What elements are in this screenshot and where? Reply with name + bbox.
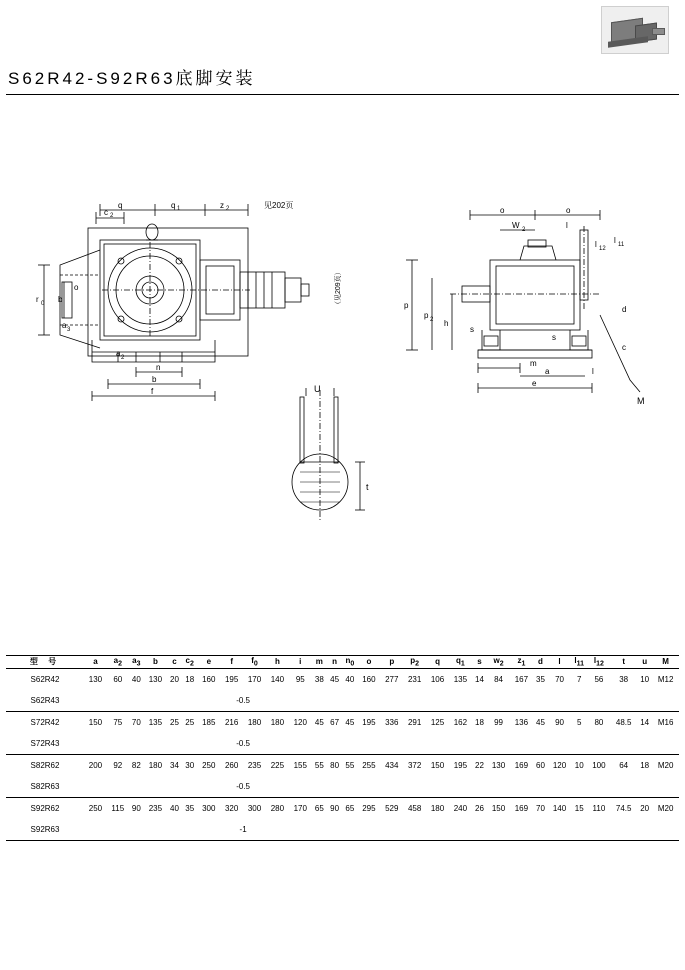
row-model: S82R62 [30, 761, 60, 771]
cell: 18 [640, 761, 650, 771]
svg-text:l: l [595, 240, 597, 249]
cell: 216 [224, 718, 239, 728]
cell: 35 [536, 675, 545, 685]
cell: 169 [514, 804, 529, 814]
cell: 250 [88, 804, 103, 814]
cell: 110 [592, 804, 606, 814]
cell: 70 [131, 718, 141, 728]
header-col-c2: c2 [185, 656, 194, 668]
table-row [6, 797, 679, 820]
row-note: -0.5 [236, 782, 250, 792]
cell: 67 [330, 718, 340, 728]
header-col-f0: f0 [251, 656, 258, 668]
cell: 160 [362, 675, 376, 685]
header-col-h: h [274, 657, 280, 667]
svg-text:W: W [512, 221, 520, 230]
svg-text:m: m [530, 359, 537, 368]
svg-text:a: a [62, 321, 67, 330]
cell: 99 [494, 718, 503, 728]
cell: 130 [88, 675, 103, 685]
cell: M20 [657, 761, 674, 771]
cell: 70 [555, 675, 564, 685]
cell: 195 [362, 718, 376, 728]
table-row [6, 734, 679, 755]
dimension-table-grid [6, 655, 679, 841]
cell [266, 777, 679, 798]
cell: 90 [555, 718, 564, 728]
cell: 14 [475, 675, 484, 685]
cell: 74.5 [615, 804, 632, 814]
cell: 48.5 [615, 718, 632, 728]
svg-text:f: f [151, 387, 154, 396]
cell: 170 [247, 675, 262, 685]
cell: 22 [475, 761, 484, 771]
cell: 55 [345, 761, 355, 771]
cell: 180 [270, 718, 285, 728]
cell: 55 [314, 761, 324, 771]
row-note: -0.5 [236, 739, 250, 749]
cell: 180 [430, 804, 445, 814]
cell: 225 [270, 761, 285, 771]
svg-text:q: q [118, 201, 123, 210]
cell: 60 [113, 675, 123, 685]
cell: 180 [247, 718, 262, 728]
page-title: S62R42-S92R63底脚安装 [8, 69, 256, 88]
cell: 38 [619, 675, 629, 685]
header-col-t: t [622, 657, 626, 667]
cell: 291 [407, 718, 422, 728]
cell: 65 [314, 804, 324, 814]
svg-text:c: c [622, 343, 626, 352]
cell: 260 [224, 761, 239, 771]
cell: 277 [385, 675, 399, 685]
header-col-a2: a2 [113, 656, 122, 668]
cell: 40 [345, 675, 355, 685]
header-col-p: p [389, 657, 395, 667]
cell: 7 [577, 675, 582, 685]
header-model: 型 号 [29, 657, 61, 667]
header-col-o: o [366, 657, 372, 667]
header-col-q: q [435, 657, 440, 667]
svg-text:1: 1 [177, 206, 181, 212]
cell: 34 [170, 761, 179, 771]
cell [266, 691, 679, 712]
row-model: S82R63 [30, 782, 60, 792]
cell: 64 [619, 761, 629, 771]
cell [84, 777, 220, 798]
cell: 10 [640, 675, 650, 685]
thumbnail-shaft [652, 28, 665, 35]
cell: 150 [491, 804, 506, 814]
cell: 30 [185, 761, 195, 771]
cell: 255 [362, 761, 376, 771]
cell: M16 [657, 718, 674, 728]
cell: 136 [514, 718, 529, 728]
technical-drawing [0, 100, 685, 620]
cell [84, 734, 220, 755]
cell: 115 [111, 804, 125, 814]
header-col-z1: z1 [517, 656, 526, 668]
header-col-i: i [299, 657, 302, 667]
header-col-l11: l11 [574, 656, 585, 668]
cell [84, 820, 220, 841]
header-col-u: u [642, 657, 648, 667]
svg-text:b: b [152, 375, 157, 384]
cell: 180 [148, 761, 163, 771]
product-thumbnail [601, 6, 669, 54]
cell: 75 [113, 718, 123, 728]
cell: 195 [453, 761, 468, 771]
header-col-a: a [93, 657, 98, 667]
row-model: S72R43 [30, 739, 60, 749]
cell: 14 [640, 718, 650, 728]
cell: 20 [640, 804, 650, 814]
cell: 82 [131, 761, 141, 771]
cell: M12 [657, 675, 674, 685]
svg-text:b: b [58, 295, 63, 304]
table-head [6, 656, 679, 669]
cell: 18 [185, 675, 195, 685]
svg-text:12: 12 [599, 246, 606, 252]
header-col-f: f [230, 657, 233, 667]
cell: 84 [494, 675, 503, 685]
cell: 160 [202, 675, 216, 685]
table-row [6, 820, 679, 841]
svg-text:t: t [366, 482, 369, 492]
row-model: S92R62 [30, 804, 60, 814]
cell: 25 [170, 718, 179, 728]
cell: 18 [475, 718, 484, 728]
cell: 240 [453, 804, 468, 814]
row-model: S62R42 [30, 675, 60, 685]
svg-text:3: 3 [67, 327, 71, 333]
svg-text:c: c [104, 208, 108, 217]
header-col-p2: p2 [410, 656, 420, 668]
title-divider [6, 94, 679, 95]
row-note: -0.5 [236, 696, 250, 706]
table-body [6, 668, 679, 840]
svg-text:l: l [592, 367, 594, 376]
svg-text:2: 2 [121, 355, 125, 361]
row-model: S62R43 [30, 696, 60, 706]
cell: 167 [514, 675, 529, 685]
header-col-n: n [332, 657, 338, 667]
cell: 100 [592, 761, 606, 771]
cell: 169 [514, 761, 529, 771]
svg-text:o: o [566, 206, 571, 215]
table-row [6, 754, 679, 777]
cell: 80 [594, 718, 604, 728]
cell: 150 [430, 761, 445, 771]
svg-text:0: 0 [41, 301, 45, 307]
cell [266, 734, 679, 755]
row-model: S72R42 [30, 718, 60, 728]
header-col-c: c [172, 657, 177, 667]
cell: 140 [552, 804, 567, 814]
cell: 458 [407, 804, 422, 814]
cell: 300 [247, 804, 262, 814]
svg-text:见202页: 见202页 [264, 201, 294, 210]
cell: 231 [407, 675, 422, 685]
svg-text:s: s [552, 333, 556, 342]
cell: 120 [293, 718, 307, 728]
svg-text:11: 11 [618, 242, 625, 248]
table-row [6, 691, 679, 712]
cell: 529 [385, 804, 399, 814]
cell: 20 [170, 675, 179, 685]
table-header-row [6, 656, 679, 669]
drawing-svg [0, 100, 685, 620]
svg-text:a: a [116, 349, 121, 358]
cell: 170 [293, 804, 307, 814]
cell: 320 [224, 804, 239, 814]
cell: 200 [88, 761, 103, 771]
svg-text:n: n [156, 363, 161, 372]
cell: 125 [430, 718, 445, 728]
cell: 10 [574, 761, 584, 771]
cell: 15 [574, 804, 584, 814]
header-col-d: d [538, 657, 543, 667]
svg-text:U: U [314, 384, 321, 394]
cell: 45 [330, 675, 340, 685]
cell: 45 [314, 718, 324, 728]
svg-text:2: 2 [522, 227, 526, 233]
cell: 135 [453, 675, 468, 685]
cell: 140 [270, 675, 285, 685]
table-row [6, 711, 679, 734]
cell: 92 [113, 761, 123, 771]
svg-text:d: d [622, 305, 627, 314]
header-col-n0: n0 [345, 656, 355, 668]
cell: 106 [430, 675, 445, 685]
table-row [6, 777, 679, 798]
svg-text:p: p [404, 301, 409, 310]
cell: 130 [148, 675, 163, 685]
cell: 90 [131, 804, 141, 814]
cell: 95 [295, 675, 305, 685]
svg-text:e: e [532, 379, 537, 388]
svg-text:p: p [424, 311, 429, 320]
svg-text:2: 2 [430, 317, 434, 323]
cell: 235 [148, 804, 163, 814]
svg-text:r: r [36, 295, 39, 304]
cell: 56 [594, 675, 604, 685]
cell [266, 820, 679, 841]
header-col-w2: w2 [493, 656, 504, 668]
cell [84, 691, 220, 712]
header-col-M: M [662, 657, 669, 667]
header-col-m: m [315, 657, 323, 667]
header-col-l12: l12 [593, 656, 604, 668]
svg-text:h: h [444, 319, 449, 328]
svg-text:2: 2 [226, 206, 230, 212]
cell: 162 [453, 718, 468, 728]
cell: 250 [202, 761, 216, 771]
cell: 60 [536, 761, 545, 771]
cell: 40 [131, 675, 141, 685]
header-col-b: b [152, 657, 158, 667]
cell: 135 [148, 718, 163, 728]
cell: 295 [362, 804, 376, 814]
table-row [6, 668, 679, 691]
cell: 150 [88, 718, 103, 728]
cell: 155 [293, 761, 307, 771]
cell: 372 [407, 761, 422, 771]
cell: 185 [202, 718, 216, 728]
cell: 235 [247, 761, 262, 771]
svg-text:M: M [637, 396, 645, 406]
header-col-e: e [206, 657, 212, 667]
header-col-a3: a3 [132, 656, 141, 668]
cell: 45 [345, 718, 355, 728]
svg-text:o: o [74, 283, 79, 292]
cell: 35 [185, 804, 195, 814]
svg-text:a: a [545, 367, 550, 376]
cell: 80 [330, 761, 340, 771]
cell: 195 [224, 675, 239, 685]
cell: 26 [475, 804, 484, 814]
svg-text:o: o [500, 206, 505, 215]
cell: 65 [345, 804, 355, 814]
cell: 130 [491, 761, 506, 771]
cell: 90 [330, 804, 340, 814]
cell: 38 [314, 675, 324, 685]
svg-text:s: s [470, 325, 474, 334]
cell: 300 [202, 804, 216, 814]
header-col-q1: q1 [456, 656, 465, 668]
svg-text:l: l [566, 221, 568, 230]
svg-text:2: 2 [110, 213, 114, 219]
cell: 280 [270, 804, 285, 814]
svg-text:（见209页）: （见209页） [335, 268, 342, 308]
cell: 70 [536, 804, 545, 814]
svg-text:l: l [614, 236, 616, 245]
cell: 45 [536, 718, 545, 728]
header-col-s: s [477, 657, 482, 667]
cell: 5 [577, 718, 582, 728]
cell: 25 [185, 718, 195, 728]
cell: 40 [170, 804, 179, 814]
cell: 120 [552, 761, 567, 771]
row-model: S92R63 [30, 825, 60, 835]
row-note: -1 [239, 825, 247, 835]
cell: 434 [385, 761, 399, 771]
dimension-table [6, 655, 679, 841]
svg-text:z: z [220, 201, 224, 210]
svg-text:q: q [171, 201, 176, 210]
cell: 336 [385, 718, 399, 728]
header-col-l: l [558, 657, 561, 667]
cell: M20 [657, 804, 674, 814]
